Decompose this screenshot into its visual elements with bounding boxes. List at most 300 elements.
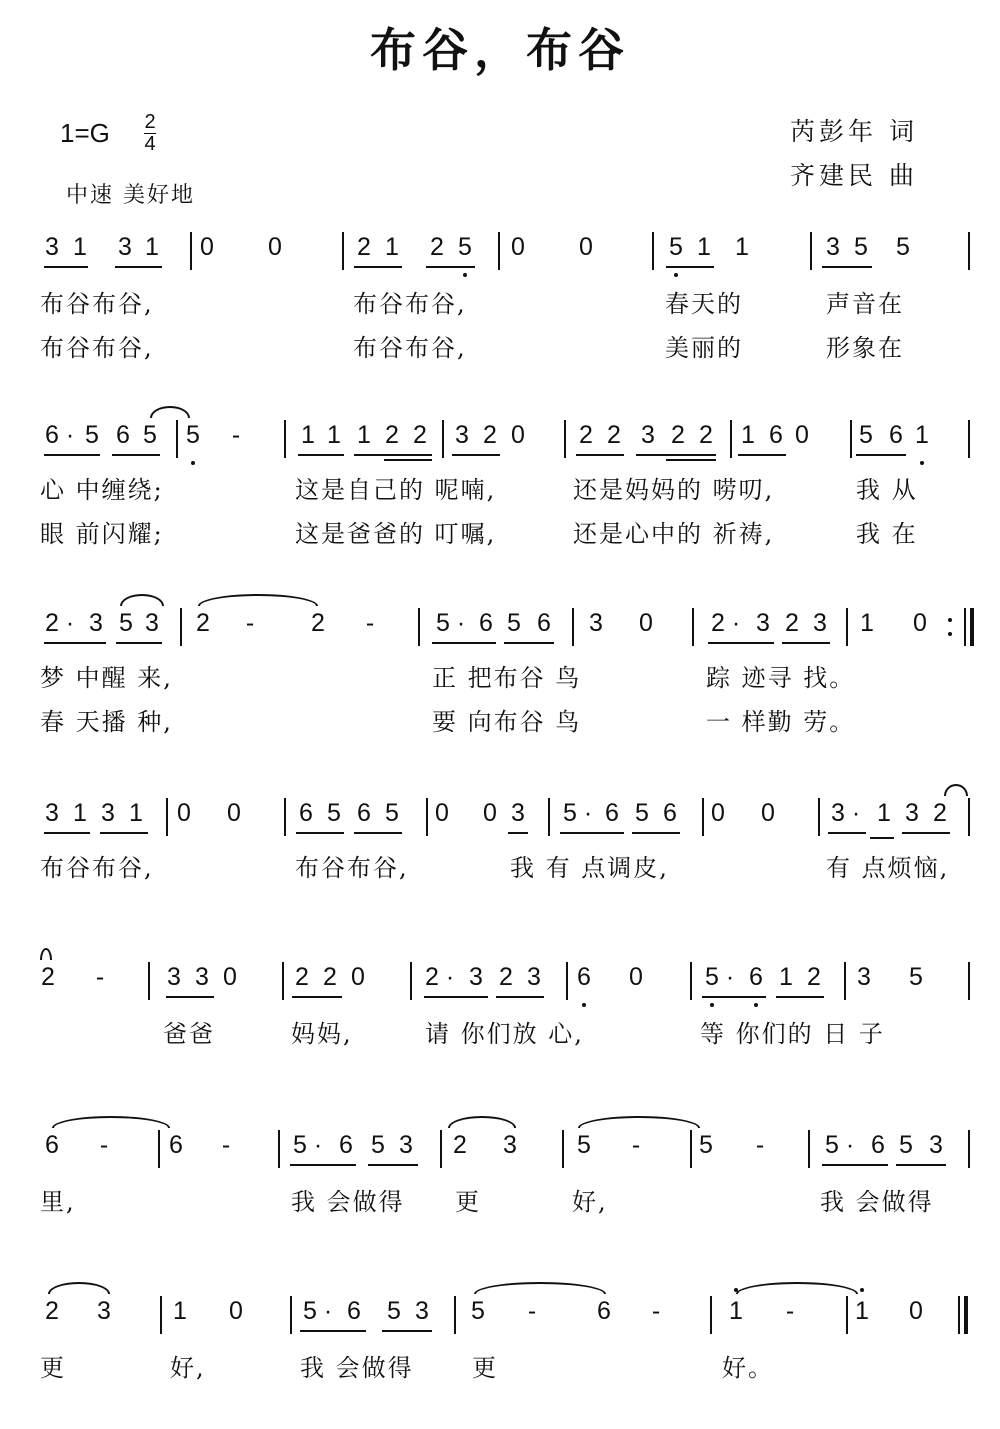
note: · xyxy=(456,609,466,637)
note: 3 xyxy=(469,963,483,991)
lyric-phrase: 好, xyxy=(572,1188,608,1216)
note: 1 xyxy=(73,799,87,827)
key-prefix: 1=G xyxy=(60,118,110,148)
beam-underline xyxy=(708,642,774,644)
note: 6 xyxy=(889,421,903,449)
note: 0 xyxy=(913,609,927,637)
note: 3 xyxy=(641,421,655,449)
note: 2 xyxy=(45,1297,59,1325)
note: 6 xyxy=(357,799,371,827)
bar-line xyxy=(564,420,566,458)
note: · xyxy=(725,963,735,991)
bar-line xyxy=(968,798,970,836)
note: 5 xyxy=(293,1131,307,1159)
beam-underline xyxy=(44,642,106,644)
bar-line xyxy=(958,1296,960,1334)
note: 5 xyxy=(387,1297,401,1325)
note: 1 xyxy=(860,609,874,637)
beam-underline xyxy=(112,454,160,456)
note: 1 xyxy=(729,1297,743,1325)
lyric-phrase: 更 xyxy=(455,1188,481,1216)
beam-underline xyxy=(902,832,950,834)
note: 1 xyxy=(357,421,371,449)
time-signature xyxy=(144,112,156,155)
bar-line xyxy=(548,798,550,836)
note: 3 xyxy=(511,799,525,827)
note: 2 xyxy=(785,609,799,637)
lyric-phrase: 踪 迹寻 找。 xyxy=(706,664,856,692)
note: 1 xyxy=(697,233,711,261)
note: 2 xyxy=(413,421,427,449)
bar-line xyxy=(410,962,412,1000)
beam-underline xyxy=(632,832,680,834)
note: 2 xyxy=(699,421,713,449)
note: 3 xyxy=(45,233,59,261)
lyric-phrase: 还是妈妈的 唠叨, xyxy=(573,476,775,504)
lyric-phrase: 布谷布谷, xyxy=(295,854,409,882)
note: 2 xyxy=(357,233,371,261)
beam-underline xyxy=(44,454,100,456)
lyric-phrase: 心 中缠绕; xyxy=(40,476,164,504)
slur xyxy=(578,1116,700,1128)
note: 3 xyxy=(527,963,541,991)
slur xyxy=(736,1282,858,1294)
lyric-phrase: 正 把布谷 鸟 xyxy=(432,664,582,692)
beam-underline xyxy=(382,1330,432,1332)
lyric-phrase: 爸爸 xyxy=(163,1020,215,1048)
beam-underline xyxy=(100,832,148,834)
lyric-phrase: 春 天播 种, xyxy=(40,708,173,736)
notation-line xyxy=(0,232,1000,292)
lyric-phrase: 我 从 xyxy=(856,476,918,504)
slur xyxy=(40,948,52,960)
bar-line xyxy=(818,798,820,836)
bar-line xyxy=(282,962,284,1000)
note: 0 xyxy=(483,799,497,827)
low-octave-dot xyxy=(754,1003,758,1007)
note: 0 xyxy=(795,421,809,449)
note: 3 xyxy=(929,1131,943,1159)
note: 6 xyxy=(45,1131,59,1159)
note: 6 xyxy=(749,963,763,991)
beam-underline xyxy=(116,642,162,644)
note: 6 xyxy=(299,799,313,827)
note: 0 xyxy=(909,1297,923,1325)
bar-line xyxy=(692,608,694,646)
lyric-phrase: 形象在 xyxy=(826,334,904,362)
note: 1 xyxy=(301,421,315,449)
note: 2 xyxy=(807,963,821,991)
note: 0 xyxy=(351,963,365,991)
note: 3 xyxy=(831,799,845,827)
bar-line xyxy=(454,1296,456,1334)
lyric-phrase: 我 有 点调皮, xyxy=(510,854,669,882)
note: 2 xyxy=(311,609,325,637)
lyric-phrase: 布谷布谷, xyxy=(353,290,467,318)
note: 6 xyxy=(769,421,783,449)
note: 2 xyxy=(579,421,593,449)
note: 5 xyxy=(85,421,99,449)
beam-underline xyxy=(576,454,624,456)
bar-line xyxy=(846,608,848,646)
bar-line xyxy=(562,1130,564,1168)
note: 1 xyxy=(173,1297,187,1325)
note: 0 xyxy=(629,963,643,991)
lyric-phrase: 我 会做得 xyxy=(300,1354,414,1382)
beam-underline xyxy=(870,837,894,839)
beam-underline xyxy=(452,454,500,456)
note: 6 xyxy=(577,963,591,991)
beam-underline xyxy=(298,454,344,456)
beam-underline xyxy=(384,459,432,461)
bar-line xyxy=(180,608,182,646)
lyric-phrase: 布谷布谷, xyxy=(40,854,154,882)
note: 1 xyxy=(877,799,891,827)
note: 5 xyxy=(303,1297,317,1325)
lyric-phrase: 等 你们的 日 子 xyxy=(700,1020,885,1048)
note: 0 xyxy=(227,799,241,827)
beam-underline xyxy=(776,996,824,998)
note: 6 xyxy=(347,1297,361,1325)
note: - xyxy=(365,609,375,637)
note: 5 xyxy=(458,233,472,261)
lyric-phrase: 我 会做得 xyxy=(820,1188,934,1216)
note: 6 xyxy=(116,421,130,449)
beam-underline xyxy=(782,642,830,644)
lyric-phrase: 声音在 xyxy=(826,290,904,318)
slur xyxy=(944,784,968,796)
time-bottom: 4 xyxy=(144,133,156,155)
low-octave-dot xyxy=(191,461,195,465)
note: 2 xyxy=(483,421,497,449)
beam-underline xyxy=(828,832,866,834)
note: 5 xyxy=(705,963,719,991)
note: 2 xyxy=(933,799,947,827)
beam-underline xyxy=(354,266,402,268)
beam-underline xyxy=(115,266,162,268)
note: 3 xyxy=(857,963,871,991)
beam-underline xyxy=(290,1164,356,1166)
lyric-phrase: 这是自己的 呢喃, xyxy=(295,476,497,504)
repeat-dot xyxy=(948,618,952,622)
time-top: 2 xyxy=(144,111,156,133)
note: 3 xyxy=(167,963,181,991)
note: 2 xyxy=(499,963,513,991)
note: 5 xyxy=(563,799,577,827)
note: 2 xyxy=(425,963,439,991)
beam-underline xyxy=(666,266,714,268)
note: 6 xyxy=(169,1131,183,1159)
beam-underline xyxy=(560,832,624,834)
lyric-phrase: 好, xyxy=(170,1354,206,1382)
beam-underline xyxy=(426,266,475,268)
note: 3 xyxy=(101,799,115,827)
tempo-marking: 中速 美好地 xyxy=(66,183,195,208)
beam-underline xyxy=(508,832,528,834)
note: 3 xyxy=(589,609,603,637)
lyric-phrase: 眼 前闪耀; xyxy=(40,520,164,548)
bar-line xyxy=(190,232,192,270)
note: 2 xyxy=(295,963,309,991)
bar-line xyxy=(160,1296,162,1334)
slur xyxy=(48,1282,110,1294)
note: 1 xyxy=(735,233,749,261)
low-octave-dot xyxy=(463,273,467,277)
notation-line xyxy=(0,1296,1000,1356)
note: 2 xyxy=(671,421,685,449)
note: 3 xyxy=(97,1297,111,1325)
note: 2 xyxy=(45,609,59,637)
note: 0 xyxy=(711,799,725,827)
note: - xyxy=(527,1297,537,1325)
note: - xyxy=(231,421,241,449)
note: 6 xyxy=(479,609,493,637)
note: 1 xyxy=(73,233,87,261)
note: 3 xyxy=(195,963,209,991)
bar-line xyxy=(572,608,574,646)
beam-underline xyxy=(44,266,88,268)
note: 5 xyxy=(669,233,683,261)
bar-line xyxy=(844,962,846,1000)
lyric-phrase: 要 向布谷 鸟 xyxy=(432,708,582,736)
bar-line xyxy=(418,608,420,646)
bar-line xyxy=(166,798,168,836)
lyric-phrase: 请 你们放 心, xyxy=(425,1020,584,1048)
note: 1 xyxy=(385,233,399,261)
lyric-phrase: 妈妈, xyxy=(291,1020,353,1048)
lyric-phrase: 这是爸爸的 叮嘱, xyxy=(295,520,497,548)
note: 3 xyxy=(118,233,132,261)
note: 5 xyxy=(186,421,200,449)
bar-line xyxy=(846,1296,848,1334)
note: 3 xyxy=(45,799,59,827)
bar-line xyxy=(440,1130,442,1168)
end-bar-line xyxy=(964,1296,968,1334)
note: 5 xyxy=(119,609,133,637)
note: 6 xyxy=(45,421,59,449)
note: 1 xyxy=(915,421,929,449)
note: 0 xyxy=(639,609,653,637)
note: 1 xyxy=(327,421,341,449)
lyric-phrase: 我 在 xyxy=(856,520,918,548)
composer-credit: 齐建民 曲 xyxy=(790,161,918,190)
notation-line xyxy=(0,962,1000,1022)
note: · xyxy=(583,799,593,827)
slur xyxy=(52,1116,170,1128)
bar-line xyxy=(342,232,344,270)
bar-line xyxy=(968,1130,970,1168)
note: 1 xyxy=(855,1297,869,1325)
repeat-dot xyxy=(948,632,952,636)
note: 2 xyxy=(196,609,210,637)
note: - xyxy=(95,963,105,991)
note: 5 xyxy=(327,799,341,827)
note: 2 xyxy=(323,963,337,991)
note: 6 xyxy=(597,1297,611,1325)
note: 0 xyxy=(200,233,214,261)
bar-line xyxy=(850,420,852,458)
note: 0 xyxy=(177,799,191,827)
beam-underline xyxy=(368,1164,418,1166)
note: 2 xyxy=(711,609,725,637)
note: 0 xyxy=(268,233,282,261)
note: 6 xyxy=(605,799,619,827)
beam-underline xyxy=(166,996,214,998)
note: · xyxy=(445,963,455,991)
lyric-phrase: 有 点烦恼, xyxy=(826,854,950,882)
note: 1 xyxy=(741,421,755,449)
beam-underline xyxy=(296,832,344,834)
note: 1 xyxy=(145,233,159,261)
lyric-phrase: 好。 xyxy=(722,1354,774,1382)
beam-underline xyxy=(424,996,488,998)
note: - xyxy=(99,1131,109,1159)
beam-underline xyxy=(702,996,766,998)
bar-line xyxy=(442,420,444,458)
notation-line xyxy=(0,1130,1000,1190)
bar-line xyxy=(964,608,966,646)
note: 1 xyxy=(779,963,793,991)
note: · xyxy=(731,609,741,637)
note: 5 xyxy=(436,609,450,637)
note: 5 xyxy=(699,1131,713,1159)
note: 5 xyxy=(825,1131,839,1159)
beam-underline xyxy=(354,454,432,456)
note: 6 xyxy=(871,1131,885,1159)
note: 1 xyxy=(129,799,143,827)
low-octave-dot xyxy=(920,461,924,465)
note: 3 xyxy=(826,233,840,261)
bar-line xyxy=(176,420,178,458)
low-octave-dot xyxy=(674,273,678,277)
beam-underline xyxy=(822,1164,888,1166)
note: 5 xyxy=(635,799,649,827)
bar-line xyxy=(278,1130,280,1168)
note: - xyxy=(785,1297,795,1325)
note: - xyxy=(755,1131,765,1159)
note: 5 xyxy=(143,421,157,449)
beam-underline xyxy=(292,996,342,998)
note: 0 xyxy=(511,421,525,449)
beam-underline xyxy=(738,454,786,456)
note: - xyxy=(631,1131,641,1159)
end-bar-line xyxy=(970,608,974,646)
lyric-phrase: 春天的 xyxy=(665,290,743,318)
note: 5 xyxy=(854,233,868,261)
bar-line xyxy=(284,798,286,836)
note: · xyxy=(851,799,861,827)
slur xyxy=(120,594,164,606)
lyric-phrase: 我 会做得 xyxy=(291,1188,405,1216)
lyric-phrase: 美丽的 xyxy=(665,334,743,362)
note: · xyxy=(323,1297,333,1325)
bar-line xyxy=(968,962,970,1000)
high-octave-dot xyxy=(860,1288,864,1292)
note: 6 xyxy=(339,1131,353,1159)
note: 3 xyxy=(145,609,159,637)
note: 3 xyxy=(905,799,919,827)
note: 2 xyxy=(430,233,444,261)
note: 6 xyxy=(537,609,551,637)
note: 5 xyxy=(577,1131,591,1159)
low-octave-dot xyxy=(710,1003,714,1007)
note: 3 xyxy=(503,1131,517,1159)
slur xyxy=(198,594,318,606)
note: 0 xyxy=(223,963,237,991)
low-octave-dot xyxy=(582,1003,586,1007)
note: 0 xyxy=(511,233,525,261)
lyric-phrase: 布谷布谷, xyxy=(40,290,154,318)
note: 0 xyxy=(579,233,593,261)
slur xyxy=(474,1282,606,1294)
note: 5 xyxy=(899,1131,913,1159)
bar-line xyxy=(968,232,970,270)
bar-line xyxy=(710,1296,712,1334)
slur xyxy=(150,406,190,418)
note: 0 xyxy=(435,799,449,827)
note: 2 xyxy=(385,421,399,449)
bar-line xyxy=(566,962,568,1000)
note: 3 xyxy=(813,609,827,637)
beam-underline xyxy=(300,1330,366,1332)
beam-underline xyxy=(432,642,496,644)
bar-line xyxy=(808,1130,810,1168)
bar-line xyxy=(968,420,970,458)
bar-line xyxy=(290,1296,292,1334)
note: - xyxy=(651,1297,661,1325)
lyricist-credit: 芮彭年 词 xyxy=(790,117,918,146)
note: 5 xyxy=(471,1297,485,1325)
note: 3 xyxy=(399,1131,413,1159)
slur xyxy=(448,1116,516,1128)
note: 5 xyxy=(507,609,521,637)
bar-line xyxy=(690,1130,692,1168)
beam-underline xyxy=(44,832,90,834)
note: 5 xyxy=(385,799,399,827)
bar-line xyxy=(810,232,812,270)
lyric-phrase: 更 xyxy=(472,1354,498,1382)
note: 0 xyxy=(229,1297,243,1325)
note: · xyxy=(313,1131,323,1159)
beam-underline xyxy=(822,266,872,268)
bar-line xyxy=(730,420,732,458)
note: 5 xyxy=(909,963,923,991)
beam-underline xyxy=(896,1164,946,1166)
note: 5 xyxy=(859,421,873,449)
note: 6 xyxy=(663,799,677,827)
note: 3 xyxy=(89,609,103,637)
note: 2 xyxy=(453,1131,467,1159)
song-title: 布谷，布谷 xyxy=(370,23,630,77)
note: 3 xyxy=(756,609,770,637)
note: 2 xyxy=(607,421,621,449)
note: 0 xyxy=(761,799,775,827)
beam-underline xyxy=(504,642,554,644)
note: · xyxy=(65,421,75,449)
note: - xyxy=(245,609,255,637)
bar-line xyxy=(702,798,704,836)
note: 2 xyxy=(41,963,55,991)
bar-line xyxy=(426,798,428,836)
bar-line xyxy=(148,962,150,1000)
key-signature xyxy=(60,111,156,155)
lyric-phrase: 里, xyxy=(40,1188,76,1216)
beam-underline xyxy=(856,454,906,456)
bar-line xyxy=(690,962,692,1000)
lyric-phrase: 更 xyxy=(40,1354,66,1382)
note: · xyxy=(845,1131,855,1159)
lyric-phrase: 布谷布谷, xyxy=(40,334,154,362)
